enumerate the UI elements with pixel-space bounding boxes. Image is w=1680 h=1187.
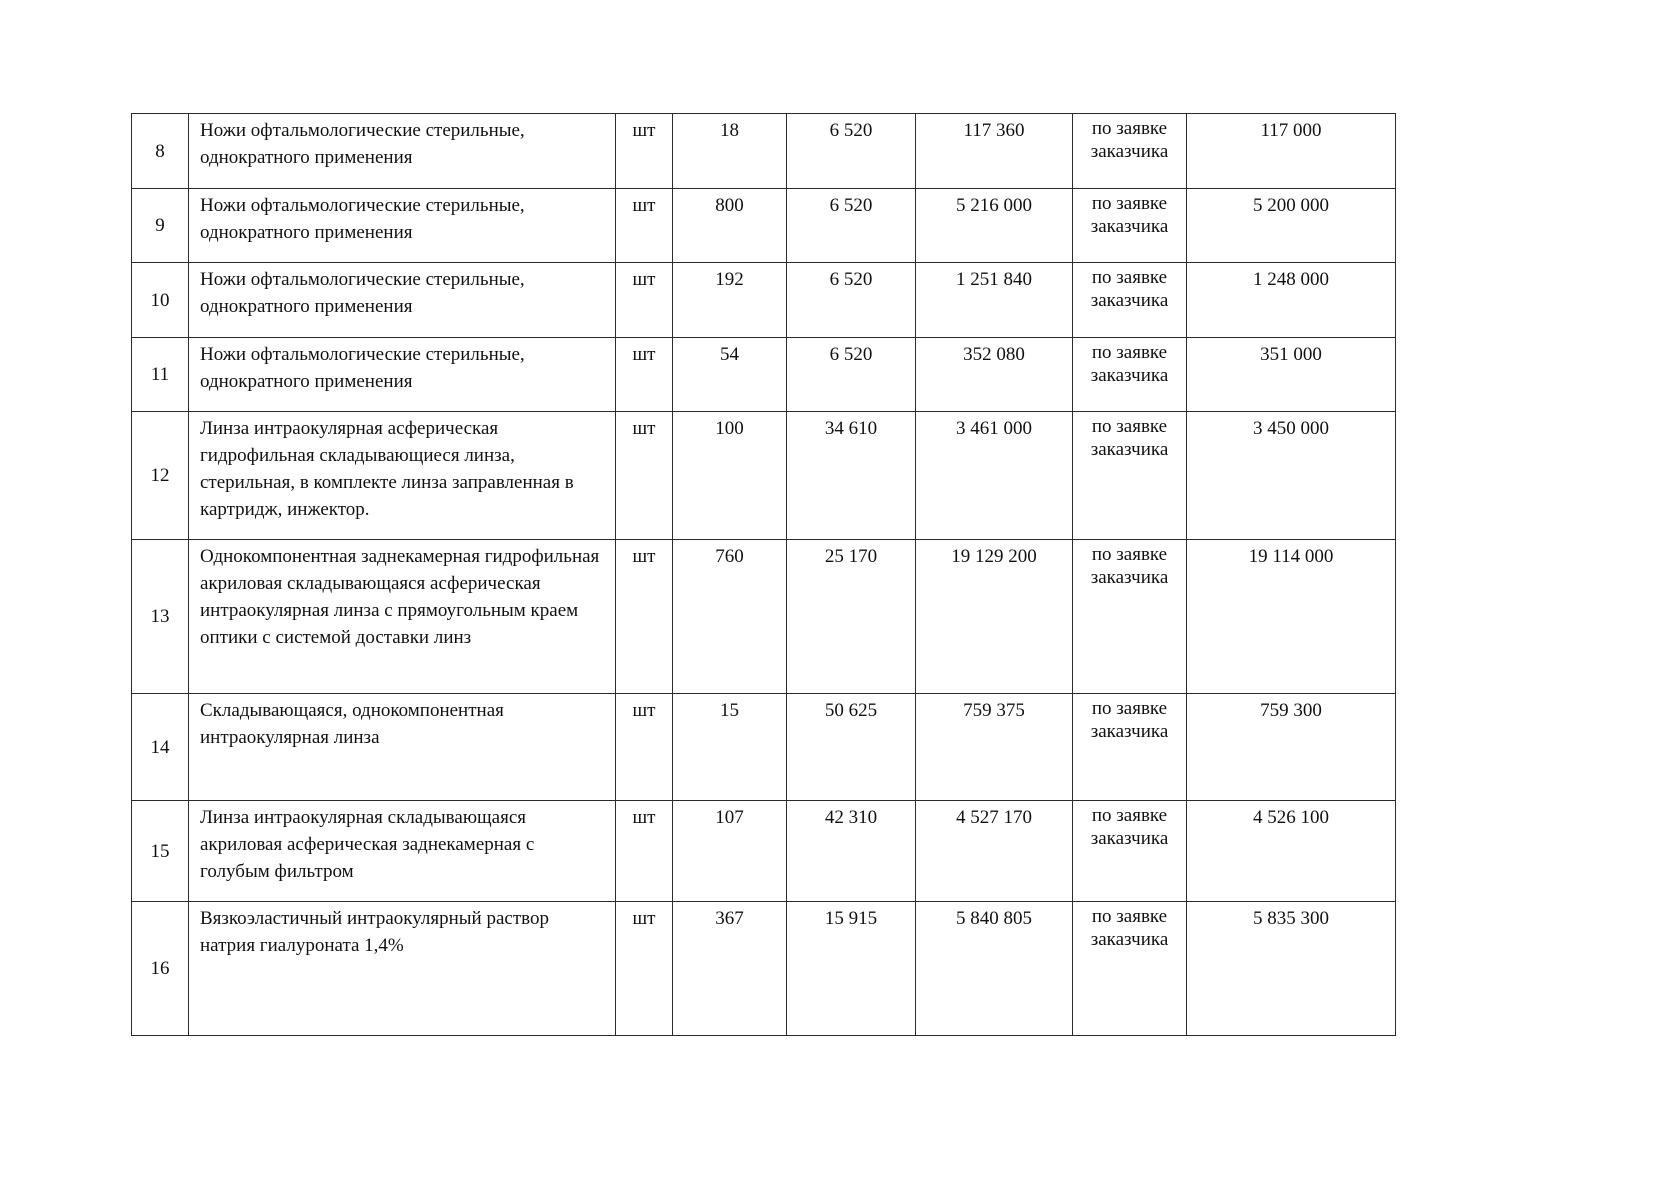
unit-price-cell: 34 610 xyxy=(787,412,916,540)
row-number: 12 xyxy=(132,412,189,540)
quantity-cell: 367 xyxy=(673,902,787,1036)
table-row xyxy=(132,902,1396,1036)
item-name: Ножи офтальмологические стерильные, однократного применения xyxy=(189,114,616,189)
row-number: 13 xyxy=(132,540,189,694)
delivery-condition-cell: по заявке заказчика xyxy=(1073,263,1187,338)
item-name: Однокомпонентная заднекамерная гидрофильная акриловая складывающаяся асферическая интраокулярная линза с прямоугольным краем оптики с системой доставки линз xyxy=(189,540,616,694)
sum-cell: 117 360 xyxy=(916,114,1073,189)
table-row xyxy=(132,694,1396,801)
total-cell: 3 450 000 xyxy=(1187,412,1396,540)
row-number: 15 xyxy=(132,801,189,902)
delivery-condition-cell: по заявке заказчика xyxy=(1073,694,1187,801)
item-name: Ножи офтальмологические стерильные, однократного применения xyxy=(189,189,616,263)
total-cell: 759 300 xyxy=(1187,694,1396,801)
quantity-cell: 100 xyxy=(673,412,787,540)
sum-cell: 759 375 xyxy=(916,694,1073,801)
unit-price-cell: 42 310 xyxy=(787,801,916,902)
quantity-cell: 760 xyxy=(673,540,787,694)
unit-cell: шт xyxy=(616,801,673,902)
quantity-cell: 800 xyxy=(673,189,787,263)
table-row xyxy=(132,114,1396,189)
item-name: Складывающаяся, однокомпонентная интраокулярная линза xyxy=(189,694,616,801)
delivery-condition-cell: по заявке заказчика xyxy=(1073,540,1187,694)
item-name: Ножи офтальмологические стерильные, однократного применения xyxy=(189,263,616,338)
sum-cell: 5 840 805 xyxy=(916,902,1073,1036)
unit-price-cell: 6 520 xyxy=(787,338,916,412)
row-number: 9 xyxy=(132,189,189,263)
total-cell: 351 000 xyxy=(1187,338,1396,412)
delivery-condition-cell: по заявке заказчика xyxy=(1073,801,1187,902)
unit-cell: шт xyxy=(616,412,673,540)
total-cell: 19 114 000 xyxy=(1187,540,1396,694)
delivery-condition-cell: по заявке заказчика xyxy=(1073,189,1187,263)
table-row xyxy=(132,189,1396,263)
unit-cell: шт xyxy=(616,263,673,338)
quantity-cell: 18 xyxy=(673,114,787,189)
unit-price-cell: 15 915 xyxy=(787,902,916,1036)
table-row xyxy=(132,540,1396,694)
total-cell: 5 835 300 xyxy=(1187,902,1396,1036)
sum-cell: 5 216 000 xyxy=(916,189,1073,263)
delivery-condition-cell: по заявке заказчика xyxy=(1073,114,1187,189)
row-number: 11 xyxy=(132,338,189,412)
sum-cell: 19 129 200 xyxy=(916,540,1073,694)
quantity-cell: 15 xyxy=(673,694,787,801)
unit-cell: шт xyxy=(616,902,673,1036)
total-cell: 117 000 xyxy=(1187,114,1396,189)
table-row xyxy=(132,412,1396,540)
row-number: 8 xyxy=(132,114,189,189)
row-number: 10 xyxy=(132,263,189,338)
unit-cell: шт xyxy=(616,694,673,801)
row-number: 14 xyxy=(132,694,189,801)
unit-price-cell: 25 170 xyxy=(787,540,916,694)
total-cell: 4 526 100 xyxy=(1187,801,1396,902)
table-row xyxy=(132,338,1396,412)
sum-cell: 4 527 170 xyxy=(916,801,1073,902)
item-name: Ножи офтальмологические стерильные, однократного применения xyxy=(189,338,616,412)
procurement-table xyxy=(131,113,1396,1036)
unit-price-cell: 50 625 xyxy=(787,694,916,801)
unit-price-cell: 6 520 xyxy=(787,263,916,338)
table-body xyxy=(132,114,1396,1036)
total-cell: 1 248 000 xyxy=(1187,263,1396,338)
table-row xyxy=(132,263,1396,338)
unit-cell: шт xyxy=(616,114,673,189)
unit-cell: шт xyxy=(616,540,673,694)
table-row xyxy=(132,801,1396,902)
item-name: Линза интраокулярная складывающаяся акриловая асферическая заднекамерная с голубым фильтром xyxy=(189,801,616,902)
unit-price-cell: 6 520 xyxy=(787,189,916,263)
unit-price-cell: 6 520 xyxy=(787,114,916,189)
item-name: Линза интраокулярная асферическая гидрофильная складывающиеся линза, стерильная, в комплекте линза заправленная в картридж, инжектор. xyxy=(189,412,616,540)
delivery-condition-cell: по заявке заказчика xyxy=(1073,338,1187,412)
sum-cell: 3 461 000 xyxy=(916,412,1073,540)
delivery-condition-cell: по заявке заказчика xyxy=(1073,902,1187,1036)
quantity-cell: 107 xyxy=(673,801,787,902)
unit-cell: шт xyxy=(616,338,673,412)
sum-cell: 352 080 xyxy=(916,338,1073,412)
item-name: Вязкоэластичный интраокулярный раствор натрия гиалуроната 1,4% xyxy=(189,902,616,1036)
unit-cell: шт xyxy=(616,189,673,263)
quantity-cell: 54 xyxy=(673,338,787,412)
total-cell: 5 200 000 xyxy=(1187,189,1396,263)
row-number: 16 xyxy=(132,902,189,1036)
quantity-cell: 192 xyxy=(673,263,787,338)
sum-cell: 1 251 840 xyxy=(916,263,1073,338)
delivery-condition-cell: по заявке заказчика xyxy=(1073,412,1187,540)
